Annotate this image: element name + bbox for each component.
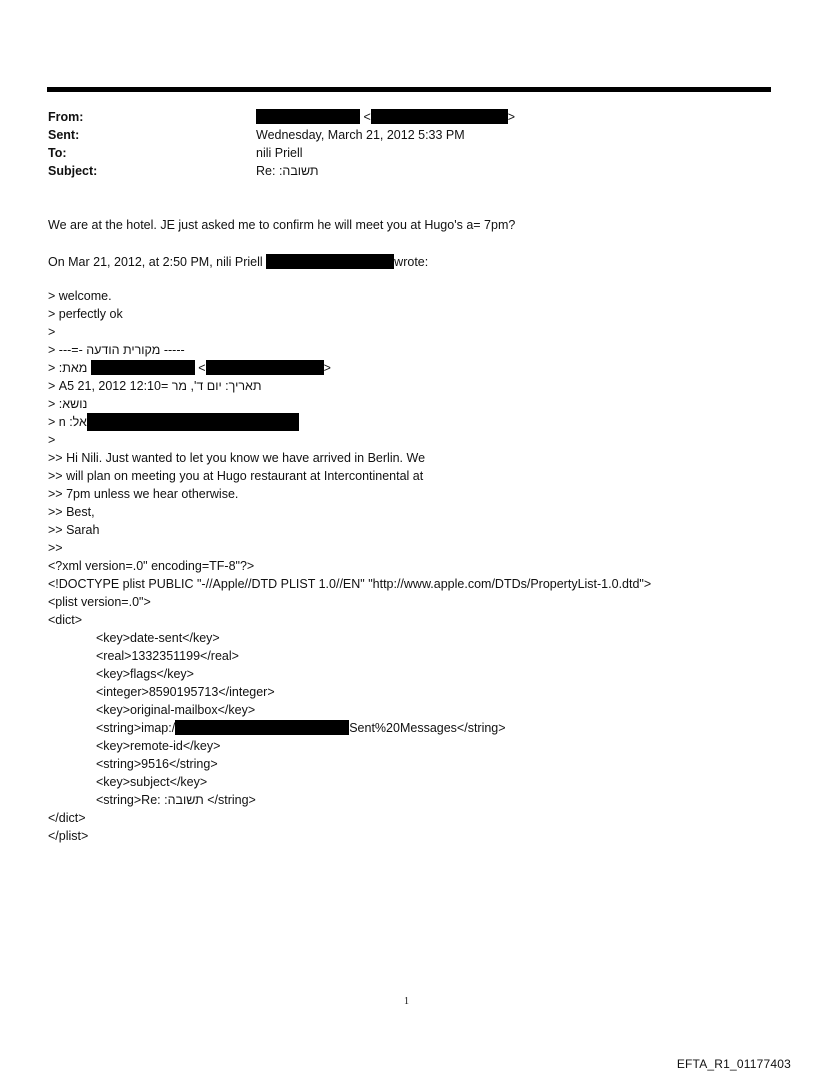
xml-line: <string>imap:/ Sent%20Messages</string> — [96, 721, 506, 735]
quoted-line: > — [48, 433, 56, 447]
sent-label: Sent: — [48, 128, 80, 142]
reply-line: >> will plan on meeting you at Hugo restaurant at Intercontinental at — [48, 469, 424, 483]
subject-value: Re: תשובה: — [256, 164, 319, 178]
quoted-line: > מאת: < > — [48, 361, 331, 375]
quoted-line: > perfectly ok — [48, 307, 123, 321]
from-value: < > — [256, 108, 515, 126]
quoted-line: > תאריך: יום ד', מר =A5 21, 2012 12:10 — [48, 379, 262, 393]
quoted-line: > welcome. — [48, 289, 112, 303]
xml-line: <real>1332351199</real> — [96, 649, 239, 663]
redacted-sender-email — [371, 109, 508, 124]
xml-line: <string>Re: תשובה: </string> — [96, 793, 256, 807]
redacted-recipient — [87, 413, 299, 431]
reply-line: >> 7pm unless we hear otherwise. — [48, 487, 239, 501]
quoted-line: > אל: n — [48, 413, 299, 431]
xml-line: <!DOCTYPE plist PUBLIC "-//Apple//DTD PLIST 1.0//EN" "http://www.apple.com/DTDs/PropertyList-1.0.dtd"> — [48, 577, 652, 591]
body-line: We are at the hotel. JE just asked me to confirm he will meet you at Hugo's a= 7pm? — [48, 218, 516, 232]
subject-label: Subject: — [48, 164, 98, 178]
quoted-line: > ----- מקורית הודעה -=--- — [48, 343, 185, 357]
xml-line: <?xml version=.0" encoding=TF-8"?> — [48, 559, 255, 573]
reply-line: >> Best, — [48, 505, 95, 519]
redacted-name — [91, 360, 195, 375]
to-value: nili Priell — [256, 146, 303, 160]
xml-line: <key>original-mailbox</key> — [96, 703, 256, 717]
xml-line: <key>flags</key> — [96, 667, 194, 681]
header-rule — [47, 87, 771, 92]
to-label: To: — [48, 146, 67, 160]
xml-line: </plist> — [48, 829, 89, 843]
redacted-email — [266, 254, 394, 269]
redacted-mailbox — [175, 720, 349, 735]
xml-line: <key>subject</key> — [96, 775, 208, 789]
quote-intro-line: On Mar 21, 2012, at 2:50 PM, nili Priell wrote: — [48, 255, 429, 269]
xml-line: <dict> — [48, 613, 83, 627]
page-number: 1 — [404, 996, 409, 1007]
redacted-sender-name — [256, 109, 360, 124]
quoted-line: > נושא: — [48, 397, 88, 411]
from-label: From: — [48, 110, 84, 124]
quoted-line: > — [48, 325, 56, 339]
xml-line: <plist version=.0"> — [48, 595, 151, 609]
redacted-email — [206, 360, 324, 375]
reply-line: >> Sarah — [48, 523, 100, 537]
xml-line: <key>remote-id</key> — [96, 739, 221, 753]
xml-line: <integer>8590195713</integer> — [96, 685, 275, 699]
xml-line: <string>9516</string> — [96, 757, 218, 771]
xml-line: </dict> — [48, 811, 86, 825]
sent-value: Wednesday, March 21, 2012 5:33 PM — [256, 128, 465, 142]
reply-line: >> — [48, 541, 63, 555]
xml-line: <key>date-sent</key> — [96, 631, 220, 645]
reply-line: >> Hi Nili. Just wanted to let you know we have arrived in Berlin. We — [48, 451, 426, 465]
document-id: EFTA_R1_01177403 — [676, 1057, 791, 1071]
